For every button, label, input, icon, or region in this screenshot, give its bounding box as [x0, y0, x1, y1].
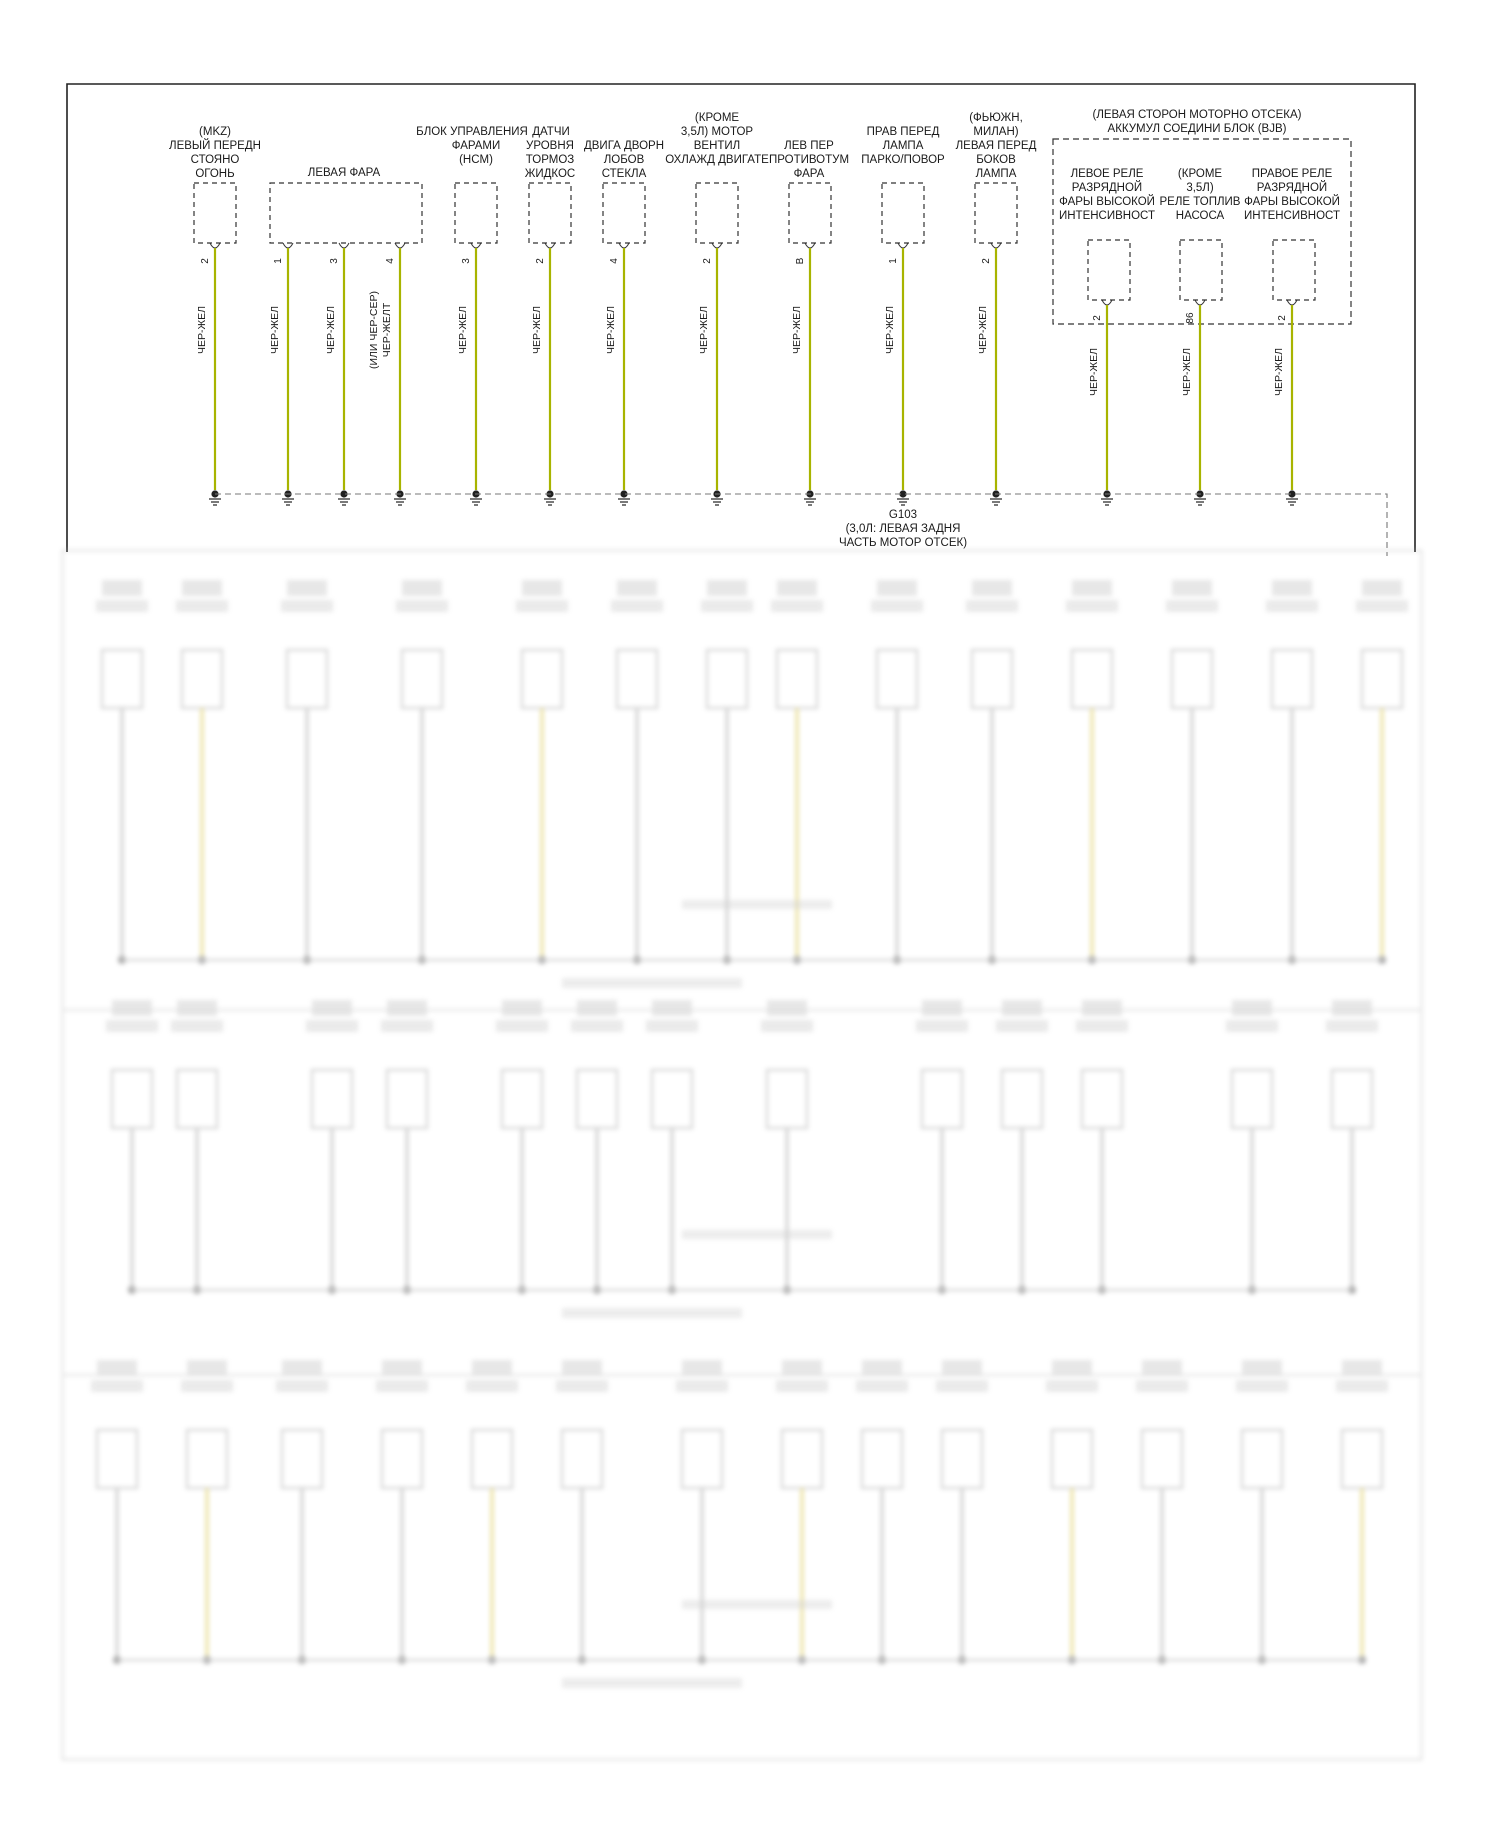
- relay-label-line: ФАРЫ ВЫСОКОЙ: [1059, 196, 1155, 208]
- blurred-shape: [942, 1430, 982, 1488]
- blurred-shape: [1356, 600, 1408, 612]
- blurred-shape: [182, 650, 222, 708]
- relay-label-line: ЛЕВОЕ РЕЛЕ: [1070, 168, 1144, 180]
- blurred-shape: [1362, 650, 1402, 708]
- ground-bus: [215, 494, 1387, 556]
- component-label-line: ОГОНЬ: [195, 168, 235, 180]
- blurred-shape: [171, 1020, 223, 1032]
- blurred-shape: [387, 1070, 427, 1128]
- blurred-shape: [707, 580, 747, 596]
- component-label-line: ПАРКО/ПОВОР: [861, 154, 945, 166]
- component-label-line: ПРАВ ПЕРЕД: [866, 126, 940, 138]
- wire-color-label: ЧЕР-ЖЕЛ: [196, 305, 208, 355]
- blurred-shape: [187, 1360, 227, 1376]
- blurred-shape: [106, 1020, 158, 1032]
- blurred-shape: [682, 1600, 832, 1609]
- blurred-shape: [682, 1430, 722, 1488]
- component-label-line: ТОРМОЗ: [525, 154, 575, 166]
- blurred-shape: [562, 1360, 602, 1376]
- blurred-shape: [1272, 650, 1312, 708]
- blurred-shape: [522, 650, 562, 708]
- blurred-shape: [862, 1430, 902, 1488]
- blurred-shape: [466, 1380, 518, 1392]
- blurred-shape: [387, 1000, 427, 1016]
- blurred-shape: [312, 1000, 352, 1016]
- pin-stub: [339, 243, 349, 248]
- blurred-shape: [97, 1360, 137, 1376]
- blurred-shape: [502, 1000, 542, 1016]
- component-label-line: ФАРА: [793, 168, 825, 180]
- blurred-shape: [282, 1430, 322, 1488]
- relay-label-line: ИНТЕНСИВНОСТ: [1058, 210, 1156, 222]
- pin-number: 2: [200, 258, 211, 264]
- pin-stub: [471, 243, 481, 248]
- pin-number: 2: [981, 258, 992, 264]
- pin-stub: [712, 243, 722, 248]
- component-windshield-wiper-motor: [584, 140, 664, 243]
- blurred-shape: [877, 650, 917, 708]
- blurred-shape: [682, 900, 832, 909]
- component-label-line: ВЕНТИЛ: [693, 140, 741, 152]
- blurred-shape: [1232, 1070, 1272, 1128]
- blurred-shape: [761, 1020, 813, 1032]
- wire-color-label: ЧЕР-ЖЕЛ: [457, 305, 469, 355]
- blurred-shape: [972, 580, 1012, 596]
- blurred-shape: [1002, 1070, 1042, 1128]
- component-cooling-fan-motor: [665, 112, 769, 243]
- component-label-line: (КРОМЕ: [694, 112, 740, 124]
- blurred-shape: [177, 1070, 217, 1128]
- relay-label-line: ФАРЫ ВЫСОКОЙ: [1244, 196, 1340, 208]
- component-label-line: 3,5Л) МОТОР: [680, 126, 754, 138]
- blurred-shape: [972, 650, 1012, 708]
- blurred-shape: [1272, 580, 1312, 596]
- blurred-shape: [1172, 580, 1212, 596]
- blurred-shape: [1052, 1430, 1092, 1488]
- blurred-shape: [936, 1380, 988, 1392]
- blurred-shape: [306, 1020, 358, 1032]
- component-left-front-parking-lamp: [169, 126, 261, 243]
- pin-number: 86: [1185, 312, 1196, 324]
- wire-color-label: (ИЛИ ЧЕР-СЕР): [368, 291, 380, 369]
- blurred-shape: [922, 1070, 962, 1128]
- pin-number: 2: [702, 258, 713, 264]
- component-label-line: ЛАМПА: [975, 168, 1017, 180]
- component-label-line: (HCM): [459, 154, 493, 166]
- relay-label-line: РЕЛЕ ТОПЛИВ: [1159, 196, 1241, 208]
- blurred-shape: [1332, 1070, 1372, 1128]
- blurred-shape: [1242, 1360, 1282, 1376]
- component-label-line: ФАРАМИ: [451, 140, 501, 152]
- pin-number: 2: [1092, 315, 1103, 321]
- blurred-shape: [1336, 1380, 1388, 1392]
- wire-color-label: ЧЕР-ЖЕЛ: [1088, 347, 1100, 397]
- blurred-shape: [1362, 580, 1402, 596]
- blurred-shape: [376, 1380, 428, 1392]
- component-label-line: ЛЕВЫЙ ПЕРЕДН: [169, 140, 261, 152]
- blurred-shape: [1066, 600, 1118, 612]
- blurred-shape: [287, 580, 327, 596]
- blurred-shape: [381, 1020, 433, 1032]
- blurred-shape: [856, 1380, 908, 1392]
- pin-number: 1: [273, 258, 284, 264]
- pin-number: 2: [1277, 315, 1288, 321]
- component-right-front-park-turn-lamp: [861, 126, 945, 243]
- blurred-shape: [562, 1430, 602, 1488]
- pin-number: 4: [385, 258, 396, 264]
- blurred-shape: [1166, 600, 1218, 612]
- bjb-title-line: (ЛЕВАЯ СТОРОН МОТОРНО ОТСЕКА): [1092, 109, 1302, 121]
- blurred-shape: [516, 600, 568, 612]
- ground-label-line: G103: [888, 509, 918, 521]
- blurred-shape: [396, 600, 448, 612]
- ground-label-line: (3,0Л: ЛЕВАЯ ЗАДНЯ: [845, 523, 961, 535]
- blurred-shape: [176, 600, 228, 612]
- blurred-shape: [556, 1380, 608, 1392]
- pin-number: 3: [329, 258, 340, 264]
- component-left-front-fog-lamp: [769, 140, 849, 243]
- pin-stub: [619, 243, 629, 248]
- blurred-shape: [402, 580, 442, 596]
- wire-color-label: ЧЕР-ЖЕЛ: [269, 305, 281, 355]
- blurred-shape: [646, 1020, 698, 1032]
- component-label-line: ОХЛАЖД ДВИГАТЕ: [665, 154, 769, 166]
- pin-stub: [1287, 300, 1297, 305]
- blurred-shape: [652, 1000, 692, 1016]
- connector-box: [194, 183, 236, 243]
- component-label-line: ЛЕВ ПЕР: [784, 140, 834, 152]
- blurred-shape: [1342, 1430, 1382, 1488]
- blurred-shape: [1046, 1380, 1098, 1392]
- blurred-shape: [676, 1380, 728, 1392]
- blurred-shape: [1342, 1360, 1382, 1376]
- connector-box: [882, 183, 924, 243]
- blurred-shape: [871, 600, 923, 612]
- relay-label-line: ПРАВОЕ РЕЛЕ: [1251, 168, 1333, 180]
- blurred-shape: [577, 1070, 617, 1128]
- blurred-shape: [562, 978, 742, 988]
- component-headlamp-control-module: [416, 126, 528, 243]
- pin-stub: [1102, 300, 1112, 305]
- blurred-shape: [522, 580, 562, 596]
- relay-label-line: 3,5Л): [1186, 182, 1214, 194]
- component-left-headlamp: [270, 167, 422, 243]
- blurred-shape: [281, 600, 333, 612]
- component-left-front-side-lamp: [956, 112, 1037, 243]
- blurred-shape: [782, 1430, 822, 1488]
- blurred-shape: [382, 1360, 422, 1376]
- blurred-shape: [916, 1020, 968, 1032]
- component-label-line: ДВИГА ДВОРН: [583, 140, 665, 152]
- blurred-lower-section: [62, 550, 1422, 1760]
- ground-wires: [196, 243, 1298, 505]
- blurred-shape: [922, 1000, 962, 1016]
- blurred-shape: [707, 650, 747, 708]
- blurred-shape: [862, 1360, 902, 1376]
- ground-bus-dashed-line: [215, 494, 1387, 556]
- component-label-line: БОКОВ: [976, 154, 1016, 166]
- pin-stub: [545, 243, 555, 248]
- blurred-shape: [1242, 1430, 1282, 1488]
- blurred-shape: [771, 600, 823, 612]
- pin-stub: [283, 243, 293, 248]
- blurred-shape: [1072, 650, 1112, 708]
- connector-box: [603, 183, 645, 243]
- connector-box: [975, 183, 1017, 243]
- blurred-shape: [496, 1020, 548, 1032]
- component-label-line: ЛЕВАЯ ПЕРЕД: [955, 140, 1037, 152]
- left-hid-relay: [1059, 168, 1155, 300]
- blurred-shape: [777, 580, 817, 596]
- blurred-shape: [112, 1070, 152, 1128]
- blurred-shape: [996, 1020, 1048, 1032]
- connector-box: [455, 183, 497, 243]
- component-label-line: МИЛАН): [973, 126, 1019, 138]
- blurred-shape: [1266, 600, 1318, 612]
- blurred-shape: [276, 1380, 328, 1392]
- blurred-shape: [102, 650, 142, 708]
- blurred-shape: [1142, 1430, 1182, 1488]
- blurred-shape: [682, 1230, 832, 1239]
- component-label-line: ЖИДКОС: [524, 168, 576, 180]
- connector-box: [789, 183, 831, 243]
- blurred-shape: [1136, 1380, 1188, 1392]
- pin-stub: [991, 243, 1001, 248]
- pin-number: 4: [609, 258, 620, 264]
- wire-color-label: ЧЕР-ЖЕЛ: [325, 305, 337, 355]
- blurred-shape: [502, 1070, 542, 1128]
- component-brake-fluid-level-sensor: [525, 126, 576, 243]
- blurred-shape: [782, 1360, 822, 1376]
- blurred-shape: [96, 600, 148, 612]
- wire-color-label: ЧЕР-ЖЕЛ: [605, 305, 617, 355]
- relay-label-line: (КРОМЕ: [1177, 168, 1223, 180]
- connector-box: [696, 183, 738, 243]
- blurred-shape: [877, 580, 917, 596]
- blurred-shape: [577, 1000, 617, 1016]
- blurred-shape: [1226, 1020, 1278, 1032]
- component-label-line: БЛОК УПРАВЛЕНИЯ: [416, 126, 528, 138]
- pin-number: 1: [888, 258, 899, 264]
- pin-number: 2: [535, 258, 546, 264]
- blurred-shape: [617, 650, 657, 708]
- blurred-shape: [181, 1380, 233, 1392]
- blurred-shape: [1232, 1000, 1272, 1016]
- blurred-shape: [767, 1000, 807, 1016]
- blurred-shape: [767, 1070, 807, 1128]
- blurred-shape: [776, 1380, 828, 1392]
- component-label-line: СТОЯНО: [190, 154, 240, 166]
- blurred-shape: [91, 1380, 143, 1392]
- component-label-line: ЛЕВАЯ ФАРА: [307, 167, 381, 179]
- component-label-line: ЛАМПА: [882, 140, 924, 152]
- blurred-shape: [652, 1070, 692, 1128]
- blurred-shape: [611, 600, 663, 612]
- blurred-shape: [282, 1360, 322, 1376]
- blurred-shape: [312, 1070, 352, 1128]
- blurred-shape: [966, 600, 1018, 612]
- component-label-line: ПРОТИВОТУМ: [768, 154, 850, 166]
- right-hid-relay: [1244, 168, 1340, 300]
- relay-connector-box: [1180, 240, 1222, 300]
- wire-color-label: ЧЕР-ЖЕЛ: [1181, 347, 1193, 397]
- blurred-shape: [701, 600, 753, 612]
- relay-connector-box: [1273, 240, 1315, 300]
- blurred-shape: [1072, 580, 1112, 596]
- blurred-shape: [1172, 650, 1212, 708]
- blurred-shape: [187, 1430, 227, 1488]
- blurred-shape: [472, 1360, 512, 1376]
- connector-box: [529, 183, 571, 243]
- wire-color-label: ЧЕР-ЖЕЛ: [884, 305, 896, 355]
- component-label-line: УРОВНЯ: [526, 140, 574, 152]
- relay-label-line: НАСОСА: [1175, 210, 1225, 222]
- blurred-shape: [177, 1000, 217, 1016]
- blurred-shape: [1082, 1070, 1122, 1128]
- component-label-line: СТЕКЛА: [601, 168, 647, 180]
- blurred-shape: [617, 580, 657, 596]
- fuel-pump-relay: [1160, 168, 1241, 300]
- blurred-shape: [1236, 1380, 1288, 1392]
- blurred-shape: [1052, 1360, 1092, 1376]
- component-label-line: (ФЬЮЖН,: [969, 112, 1023, 124]
- blurred-shape: [402, 650, 442, 708]
- blurred-shape: [682, 1360, 722, 1376]
- component-label-line: ДАТЧИ: [532, 126, 570, 138]
- wire-color-label: ЧЕР-ЖЕЛ: [698, 305, 710, 355]
- battery-junction-box: [1053, 109, 1351, 324]
- blurred-shape: [562, 1308, 742, 1318]
- pin-stub: [805, 243, 815, 248]
- blurred-shape: [472, 1430, 512, 1488]
- connector-box: [270, 183, 422, 243]
- relay-label-line: РАЗРЯДНОЙ: [1071, 182, 1143, 194]
- pin-stub: [395, 243, 405, 248]
- blurred-shape: [1332, 1000, 1372, 1016]
- ground-label-line: ЧАСТЬ МОТОР ОТСЕК): [838, 537, 968, 549]
- blurred-shape: [562, 1678, 742, 1688]
- blurred-shape: [1142, 1360, 1182, 1376]
- relay-label-line: РАЗРЯДНОЙ: [1256, 182, 1328, 194]
- blurred-shape: [1002, 1000, 1042, 1016]
- blurred-shape: [1076, 1020, 1128, 1032]
- wire-color-label: ЧЕР-ЖЕЛ: [977, 305, 989, 355]
- blurred-shape: [777, 650, 817, 708]
- wire-color-label: ЧЕР-ЖЕЛ: [531, 305, 543, 355]
- pin-number: 3: [461, 258, 472, 264]
- bjb-title-line: АККУМУЛ СОЕДИНИ БЛОК (BJB): [1107, 123, 1287, 135]
- wire-color-label: ЧЕР-ЖЕЛ: [1273, 347, 1285, 397]
- blurred-shape: [382, 1430, 422, 1488]
- blurred-shape: [97, 1430, 137, 1488]
- relay-connector-box: [1088, 240, 1130, 300]
- blurred-shape: [1082, 1000, 1122, 1016]
- pin-number: B: [795, 257, 806, 265]
- blurred-shape: [102, 580, 142, 596]
- pin-stub: [1195, 300, 1205, 305]
- blurred-shape: [1326, 1020, 1378, 1032]
- component-label-line: (MKZ): [199, 126, 231, 138]
- blurred-shape: [182, 580, 222, 596]
- blurred-shape: [942, 1360, 982, 1376]
- component-label-line: ЛОБОВ: [603, 154, 645, 166]
- blurred-shape: [112, 1000, 152, 1016]
- blurred-shape: [571, 1020, 623, 1032]
- bjb-outline: [1053, 139, 1351, 324]
- wire-color-label: ЧЕР-ЖЕЛТ: [381, 302, 393, 358]
- pin-stub: [210, 243, 220, 248]
- wire-color-label: ЧЕР-ЖЕЛ: [791, 305, 803, 355]
- relay-label-line: ИНТЕНСИВНОСТ: [1243, 210, 1341, 222]
- blurred-shape: [287, 650, 327, 708]
- pin-stub: [898, 243, 908, 248]
